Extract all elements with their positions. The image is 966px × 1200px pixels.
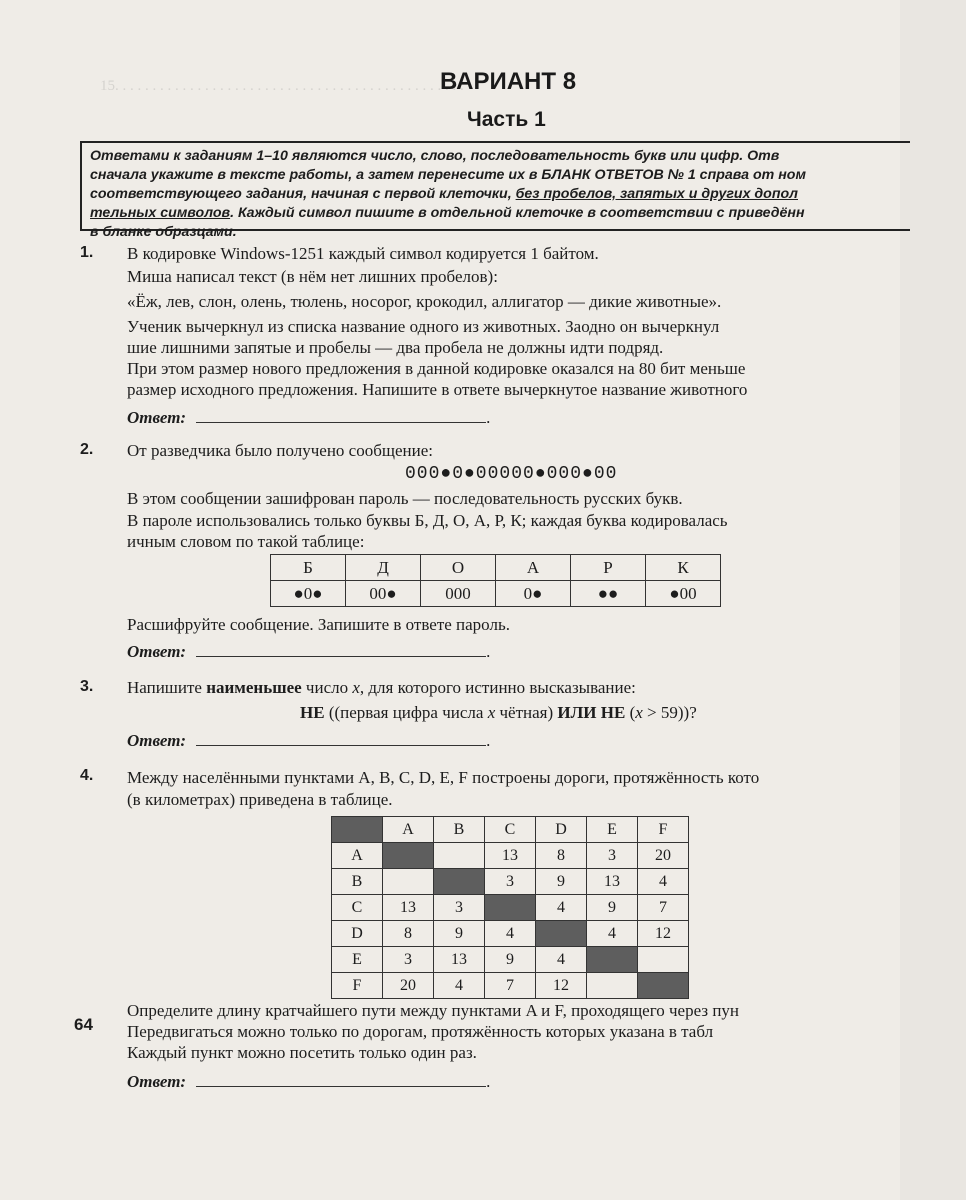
q2-answer-field[interactable] [196,640,486,657]
row-header: E [332,947,383,973]
distance-table [331,816,689,999]
table-corner [332,817,383,843]
table-cell [434,843,485,869]
q2-line-2: В этом сообщении зашифрован пароль — последовательность русских букв. [127,489,683,508]
question-4-number: 4. [80,767,94,784]
q1-line-5: шие лишними запятые и пробелы — два пробела не должны идти подряд. [127,338,664,357]
q1-answer-field[interactable] [196,406,486,423]
code-letter: Б [271,555,346,581]
table-cell: 9 [485,947,536,973]
table-cell: 13 [434,947,485,973]
code-letter: Д [346,555,421,581]
q2-line-1: От разведчика было получено сообщение: [127,441,433,460]
table-cell: 20 [638,843,689,869]
instructions-line-1: Ответами к заданиям 1–10 являются число, слово, последовательность букв или цифр. Отв [90,148,780,164]
row-header: D [332,921,383,947]
table-cell: 9 [587,895,638,921]
table-cell: 7 [485,973,536,999]
table-cell: 13 [587,869,638,895]
q2-line-5: Расшифруйте сообщение. Запишите в ответе пароль. [127,615,510,634]
table-cell: 4 [536,947,587,973]
table-cell: 8 [383,921,434,947]
code-value: 000 [421,581,496,607]
table-cell: 9 [434,921,485,947]
code-value: 00● [346,581,421,607]
code-letter: К [646,555,721,581]
q4-answer-field[interactable] [196,1070,486,1087]
table-cell: 4 [638,869,689,895]
code-letter: А [496,555,571,581]
q4-answer: Ответ: . [127,1072,491,1091]
table-cell: 3 [383,947,434,973]
table-cell: 4 [485,921,536,947]
code-value: ●0● [271,581,346,607]
table-cell: 13 [485,843,536,869]
q1-line-2: Миша написал текст (в нём нет лишних пробелов): [127,267,498,286]
q1-line-4: Ученик вычеркнул из списка название одного из животных. Заодно он вычеркнул [127,317,720,336]
row-header: C [332,895,383,921]
table-cell: 4 [434,973,485,999]
table-cell: 20 [383,973,434,999]
table-cell [383,869,434,895]
page-number: 64 [74,1015,93,1034]
table-cell: 7 [638,895,689,921]
table-cell: 3 [485,869,536,895]
q2-line-3: В пароле использовались только буквы Б, Д, О, А, Р, К; каждая буква кодировалась [127,511,728,530]
code-value: ●● [571,581,646,607]
row-header: F [332,973,383,999]
code-letter: О [421,555,496,581]
q4-line-4: Передвигаться можно только по дорогам, протяжённость которых указана в табл [127,1022,714,1041]
q2-line-4: ичным словом по такой таблице: [127,532,365,551]
q4-line-5: Каждый пункт можно посетить только один раз. [127,1043,477,1062]
q3-line-1: Напишите наименьшее число x, для которого истинно высказывание: [127,678,636,697]
col-header: B [434,817,485,843]
table-cell: 4 [536,895,587,921]
col-header: C [485,817,536,843]
diagonal-cell [434,869,485,895]
diagonal-cell [383,843,434,869]
row-header: A [332,843,383,869]
table-cell: 9 [536,869,587,895]
table-cell: 12 [638,921,689,947]
q3-answer-field[interactable] [196,729,486,746]
q4-line-1: Между населёнными пунктами A, B, C, D, E, F построены дороги, протяжённость кото [127,768,760,787]
col-header: F [638,817,689,843]
table-cell: 12 [536,973,587,999]
code-value: ●00 [646,581,721,607]
table-cell: 13 [383,895,434,921]
code-letter: Р [571,555,646,581]
q3-statement: НЕ ((первая цифра числа x чётная) ИЛИ НЕ (x > 59))? [300,703,697,722]
code-table [270,554,721,607]
q4-line-3: Определите длину кратчайшего пути между пунктами A и F, проходящего через пун [127,1001,740,1020]
diagonal-cell [587,947,638,973]
q2-answer: Ответ: . [127,642,491,661]
variant-title: ВАРИАНТ 8 [440,68,577,95]
diagonal-cell [638,973,689,999]
col-header: D [536,817,587,843]
q2-message: 000●0●00000●000●00 [405,464,618,484]
q1-line-3: «Ёж, лев, слон, олень, тюлень, носорог, крокодил, аллигатор — дикие животные». [127,292,722,311]
q1-line-7: размер исходного предложения. Напишите в ответе вычеркнутое название животного [127,380,748,399]
table-cell: 4 [587,921,638,947]
q4-line-2: (в километрах) приведена в таблице. [127,790,393,809]
q1-line-6: При этом размер нового предложения в данной кодировке оказался на 80 бит меньше [127,359,746,378]
q3-answer: Ответ: . [127,731,491,750]
question-2-number: 2. [80,441,94,458]
table-cell: 3 [587,843,638,869]
question-1-number: 1. [80,244,94,261]
q1-answer: Ответ: . [127,408,491,427]
table-cell: 3 [434,895,485,921]
instructions-line-2: сначала укажите в тексте работы, а затем перенесите их в БЛАНК ОТВЕТОВ № 1 справа от ном [90,167,806,183]
q1-line-1: В кодировке Windows-1251 каждый символ кодируется 1 байтом. [127,244,599,263]
instructions-line-3: соответствующего задания, начиная с первой клеточки, без пробелов, запятых и других допол [90,186,798,202]
instructions-line-4: тельных символов. Каждый символ пишите в отдельной клеточке в соответствии с приведённ [90,205,805,221]
table-cell: 8 [536,843,587,869]
bleed-through-text: 15. . . . . . . . . . . . . . . . . . . . . . . . . . . . . . . . . . . . . . . . . . . . . . . [100,78,464,94]
col-header: A [383,817,434,843]
col-header: E [587,817,638,843]
instructions-line-5: в бланке образцами. [90,224,237,240]
table-cell [638,947,689,973]
question-3-number: 3. [80,678,94,695]
diagonal-cell [536,921,587,947]
instructions-box [80,141,910,240]
diagonal-cell [485,895,536,921]
table-cell [587,973,638,999]
part-title: Часть 1 [467,108,546,131]
code-value: 0● [496,581,571,607]
row-header: B [332,869,383,895]
